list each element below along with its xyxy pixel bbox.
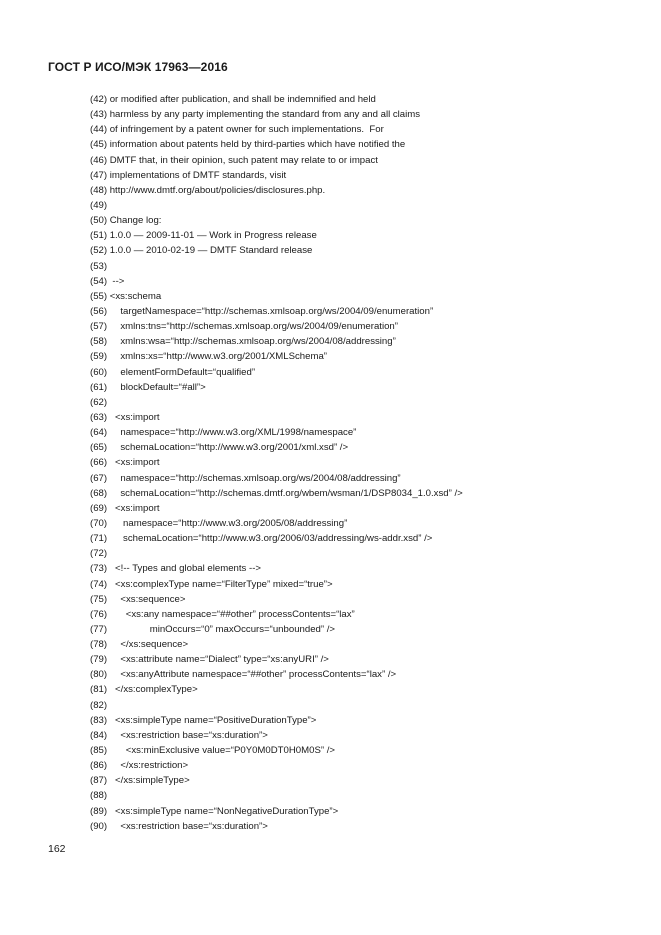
code-line: (88) [90, 790, 108, 802]
code-listing [90, 92, 630, 834]
code-line: (90) <xs:restriction base=“xs:duration”> [90, 820, 268, 832]
code-line: (53) [90, 260, 108, 272]
code-line: (44) of infringement by a patent owner for such implementations. For [90, 124, 384, 136]
code-line: (75) <xs:sequence> [90, 593, 186, 605]
code-line: (76) <xs:any namespace=“##other” processContents=“lax” [90, 608, 355, 620]
code-line: (82) [90, 699, 108, 711]
code-line: (85) <xs:minExclusive value=“P0Y0M0DT0H0M0S” /> [90, 745, 335, 757]
code-line: (65) schemaLocation=“http://www.w3.org/2001/xml.xsd” /> [90, 442, 349, 454]
code-line: (56) targetNamespace=“http://schemas.xmlsoap.org/ws/2004/09/enumeration” [90, 305, 434, 317]
code-line: (74) <xs:complexType name=“FilterType” mixed=“true”> [90, 578, 333, 590]
code-line: (73) <!-- Types and global elements --> [90, 563, 261, 575]
page-number: 162 [48, 843, 66, 855]
code-line: (64) namespace=“http://www.w3.org/XML/1998/namespace” [90, 427, 357, 439]
code-line: (69) <xs:import [90, 502, 160, 514]
code-line: (51) 1.0.0 — 2009-11-01 — Work in Progress release [90, 230, 317, 242]
code-line: (45) information about patents held by third-parties which have notified the [90, 139, 406, 151]
code-line: (70) namespace=“http://www.w3.org/2005/08/addressing” [90, 517, 348, 529]
code-line: (80) <xs:anyAttribute namespace=“##other” processContents=“lax” /> [90, 669, 397, 681]
code-line: (55) <xs:schema [90, 290, 162, 302]
code-line: (60) elementFormDefault=“qualified” [90, 366, 256, 378]
code-line: (46) DMTF that, in their opinion, such patent may relate to or impact [90, 154, 378, 166]
code-line: (54) --> [90, 275, 125, 287]
code-line: (50) Change log: [90, 215, 162, 227]
code-line: (62) [90, 396, 108, 408]
code-line: (66) <xs:import [90, 457, 160, 469]
code-line: (89) <xs:simpleType name=“NonNegativeDurationType”> [90, 805, 339, 817]
code-line: (87) </xs:simpleType> [90, 775, 190, 787]
code-line: (77) minOccurs=“0” maxOccurs=“unbounded” /> [90, 623, 335, 635]
code-line: (61) blockDefault=“#all”> [90, 381, 206, 393]
code-line: (78) </xs:sequence> [90, 639, 189, 651]
code-line: (43) harmless by any party implementing the standard from any and all claims [90, 109, 421, 121]
document-header-title: ГОСТ Р ИСО/МЭК 17963—2016 [48, 60, 228, 74]
code-line: (81) </xs:complexType> [90, 684, 198, 696]
code-line: (79) <xs:attribute name=“Dialect” type=“xs:anyURI” /> [90, 654, 329, 666]
code-line: (52) 1.0.0 — 2010-02-19 — DMTF Standard release [90, 245, 313, 257]
code-line: (68) schemaLocation=“http://schemas.dmtf.org/wbem/wsman/1/DSP8034_1.0.xsd” /> [90, 487, 463, 499]
code-line: (47) implementations of DMTF standards, visit [90, 169, 287, 181]
code-line: (57) xmlns:tns=“http://schemas.xmlsoap.org/ws/2004/09/enumeration” [90, 321, 398, 333]
code-line: (48) http://www.dmtf.org/about/policies/disclosures.php. [90, 184, 326, 196]
code-line: (72) [90, 548, 108, 560]
code-line: (42) or modified after publication, and shall be indemnified and held [90, 94, 376, 105]
code-line: (84) <xs:restriction base=“xs:duration”> [90, 729, 268, 741]
code-line: (83) <xs:simpleType name=“PositiveDurationType”> [90, 714, 317, 726]
code-line: (71) schemaLocation=“http://www.w3.org/2006/03/addressing/ws-addr.xsd” /> [90, 533, 433, 545]
code-line: (63) <xs:import [90, 411, 160, 423]
code-line: (86) </xs:restriction> [90, 760, 189, 772]
code-line: (67) namespace=“http://schemas.xmlsoap.org/ws/2004/08/addressing” [90, 472, 401, 484]
code-line: (59) xmlns:xs=“http://www.w3.org/2001/XMLSchema” [90, 351, 327, 363]
code-line: (58) xmlns:wsa=“http://schemas.xmlsoap.org/ws/2004/08/addressing” [90, 336, 396, 348]
code-line: (49) [90, 199, 108, 211]
